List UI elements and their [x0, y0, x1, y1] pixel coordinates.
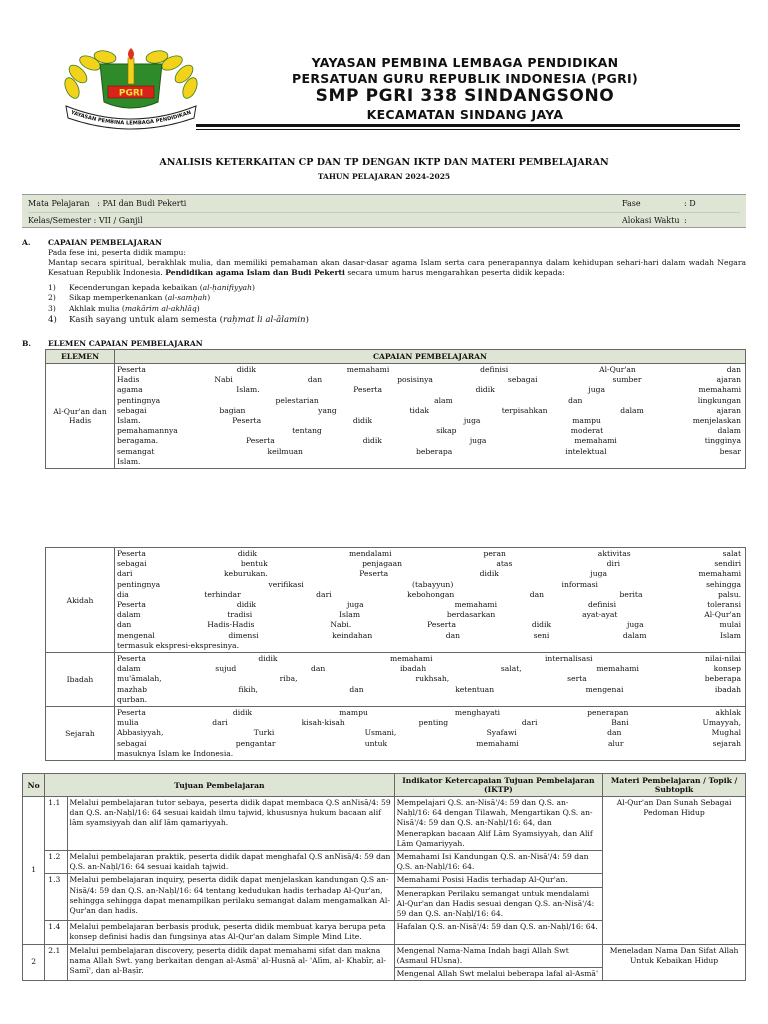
table-row: [23, 944, 746, 967]
mapel-line: [28, 196, 186, 212]
document-title: ANALISIS KETERKAITAN CP DAN TP DENGAN IKTP DAN MATERI PEMBELAJARAN: [159, 157, 609, 168]
cp-line: qurban.: [117, 694, 148, 704]
elemen-cell: Akidah: [46, 548, 115, 653]
iktp-cell: Memahami Posisi Hadis terhadap Al-Qur'an.: [394, 874, 603, 887]
group-number: 2: [23, 944, 45, 981]
cp-line: pemahamannya tentang sikap moderat dalam: [117, 426, 741, 436]
cp-line: termasuk ekspresi-ekspresinya.: [117, 640, 240, 650]
col-tp-header: Tujuan Pembelajaran: [45, 774, 394, 797]
col-iktp-header: Indikator Ketercapaian Tujuan Pembelajaran (IKTP): [394, 774, 603, 797]
table-header-row: [46, 350, 746, 364]
cp-line: Islam. Peserta didik juga mampu menjelaskan: [117, 416, 741, 426]
cp-line: Hadis Nabi dan posisinya sebagai sumber ajaran: [117, 375, 741, 385]
para-start: Mantap secara spiritual, berakhlak mulia, dan memiliki pemahaman akan dasar-dasar agama Islam serta cara penerapannya dalam kehidupan sehari-hari dalam wadah Negara Kesatuan Republik Indonesia.: [48, 258, 746, 278]
iktp-cell: Mengenal Allah Swt melalui beberapa lafal al-Asmā': [394, 968, 603, 981]
kelas-line: [28, 213, 143, 229]
waktu-label: Alokasi Waktu: [622, 216, 680, 225]
table-row: [46, 364, 746, 469]
header-rule-thick: [196, 124, 740, 127]
iktp-cell: Hafalan Q.S. an-Nisā'/4: 59 dan Q.S. an-Naḥl/16: 64.: [394, 921, 603, 944]
waktu-value: :: [684, 216, 687, 225]
sub-number: 1.2: [45, 851, 67, 874]
school-name: SMP PGRI 338 SINDANGSONO: [315, 86, 615, 106]
cp-line: dalam tradisi Islam berdasarkan ayat-ayat Al-Qur'an: [117, 610, 741, 620]
cp-cell: [115, 364, 746, 469]
cp-line: Peserta didik mampu menghayati penerapan akhlak: [117, 708, 741, 718]
cp-line: Peserta didik memahami internalisasi nilai-nilai: [117, 654, 741, 664]
pgri-logo: [58, 40, 204, 130]
list-num: 1): [48, 283, 56, 292]
section-a-heading: [22, 238, 162, 248]
section-a-paragraph: [48, 248, 746, 279]
tp-cell: Melalui pembelajaran tutor sebaya, peserta didik dapat membaca Q.S anNisā/4: 59 dan Q.S. an-Naḥl/16: 64 sesuai kaidah ilmu tajwid, khususnya hukum bacaan alif lām syamsiyyah dan alif lām qamariyyah.: [67, 797, 394, 851]
elemen-cell: Sejarah: [46, 707, 115, 761]
cp-line: sebagai bentuk penjagaan atas diri sendiri: [117, 559, 741, 569]
cp-line: beragama. Peserta didik juga memahami tingginya: [117, 436, 741, 446]
table-row: [46, 707, 746, 761]
list-text: Kasih sayang untuk alam semesta (: [69, 315, 223, 325]
list-close: ): [196, 304, 200, 313]
cp-line: dia terhindar dari kebohongan dan berita palsu.: [117, 589, 741, 599]
section-a-title: CAPAIAN PEMBELAJARAN: [48, 238, 162, 247]
list-italic: al-samḥah: [167, 293, 208, 302]
tp-table: [22, 773, 746, 981]
list-italic: raḥmat li al-ālamin: [222, 315, 306, 325]
table-row: [46, 548, 746, 653]
fase-label: Fase: [622, 199, 641, 208]
section-b-heading: [22, 339, 203, 349]
group-number: 1: [23, 797, 45, 945]
col-no-header: No: [23, 774, 45, 797]
list-item: [48, 315, 548, 325]
mapel-value: : PAI dan Budi Pekerti: [97, 199, 187, 208]
cp-line: dari keburukan. Peserta didik juga memahami: [117, 569, 741, 579]
section-a-body: [48, 258, 746, 278]
list-item: [48, 304, 548, 314]
materi-cell: Al-Qur'an Dan Sunah Sebagai Pedoman Hidup: [603, 797, 746, 945]
table-row: [46, 653, 746, 707]
list-num: 4): [48, 315, 57, 325]
table-header-row: [23, 774, 746, 797]
cp-line: Peserta didik juga memahami definisi toleransi: [117, 600, 741, 610]
iktp-cell: Menerapkan Perilaku semangat untuk mendalami Al-Qur'an dan Hadis sesuai dengan Q.S. an-Nisā'/4: 59 dan Q.S. an-Naḥl/16: 64.: [394, 887, 603, 921]
tp-cell: Melalui pembelajaran discovery, peserta didik dapat memahami sifat dan makna nama Allah Swt. yang berkaitan dengan al-Asmā' al-Husnā al- 'Alīm, al- Khabīr, al-Samī', dan al-Baṣīr.: [67, 944, 394, 981]
cp-line: agama Islam. Peserta didik juga memahami: [117, 385, 741, 395]
cp-line: mu'āmalah, riba, rukhsah, serta beberapa: [117, 674, 741, 684]
cp-line: dan Hadis-Hadis Nabi. Peserta didik juga mulai: [117, 620, 741, 630]
list-text: Sikap memperkenankan (: [69, 293, 168, 302]
cp-cell: [115, 707, 746, 761]
col-materi-header: Materi Pembelajaran / Topik / Subtopik: [603, 774, 746, 797]
list-text: Akhlak mulia (: [69, 304, 125, 313]
cp-cell: [115, 653, 746, 707]
kelas-value: : VII / Ganjil: [93, 216, 143, 225]
list-italic: makārim al-akhlāq: [124, 304, 197, 313]
list-item: [48, 293, 548, 303]
list-close: ): [207, 293, 211, 302]
cp-line: Abbasiyyah, Turki Usmani, Syafawi dan Mughal: [117, 728, 741, 738]
elemen-cell: Ibadah: [46, 653, 115, 707]
tp-cell: Melalui pembelajaran inquiry, peserta didik dapat menjelaskan kandungan Q.S an-Nisā/4: 59 dan Q.S. an-Naḥl/16: 64 tentang kedudukan hadis terhadap Al-Qur'an, sehingga sehingga dapat menampilkan perilaku semangat dalam mengamalkan Al-Qur'an dan hadis.: [67, 874, 394, 921]
table-row: [23, 797, 746, 851]
materi-cell: Meneladan Nama Dan Sifat Allah Untuk Kebaikan Hidup: [603, 944, 746, 981]
list-text: Kecenderungan kepada kebaikan (: [69, 283, 203, 292]
mapel-label: Mata Pelajaran: [28, 199, 90, 208]
section-b-letter: B.: [22, 339, 32, 348]
kelas-label: Kelas/Semester: [28, 216, 92, 225]
sub-number: 1.3: [45, 874, 67, 921]
cp-line: semangat keilmuan beberapa intelektual besar: [117, 446, 741, 456]
subject-info-box: [22, 194, 746, 228]
iktp-cell: Memahami Isi Kandungan Q.S. an-Nisā'/4: 59 dan Q.S. an-Naḥl/16: 64.: [394, 851, 603, 874]
tp-cell: Melalui pembelajaran praktik, peserta didik dapat menghafal Q.S anNisā/4: 59 dan Q.S. an-Naḥl/16: 64 sesuai kaidah tajwid.: [67, 851, 394, 874]
para-end: secara umum harus mengarahkan peserta didik kepada:: [344, 268, 565, 278]
section-a-intro: Pada fese ini, peserta didik mampu:: [48, 248, 186, 257]
cp-line: sebagai bagian yang tidak terpisahkan dalam ajaran: [117, 405, 741, 415]
document-year: TAHUN PELAJARAN 2024-2025: [317, 172, 451, 181]
cp-line: mazhab fikih, dan ketentuan mengenai ibadah: [117, 684, 741, 694]
cp-line: mengenal dimensi keindahan dan seni dalam Islam: [117, 630, 741, 640]
section-b-title: ELEMEN CAPAIAN PEMBELAJARAN: [48, 339, 203, 348]
list-italic: al-ḥanifiyyah: [202, 283, 252, 292]
cp-line: pentingnya verifikasi (tabayyun) informasi sehingga: [117, 579, 741, 589]
cp-line: dalam sujud dan ibadah salat, memahami konsep: [117, 664, 741, 674]
header-line-1: YAYASAN PEMBINA LEMBAGA PENDIDIKAN: [311, 55, 619, 70]
cp-line: mulia dari kisah-kisah penting dari Bani Umayyah,: [117, 718, 741, 728]
elemen-table-1: [45, 349, 746, 469]
list-close: ): [251, 283, 255, 292]
header-rule-thin: [196, 129, 740, 130]
header-line-2: PERSATUAN GURU REPUBLIK INDONESIA (PGRI): [292, 71, 638, 86]
sub-number: 1.4: [45, 921, 67, 944]
list-close: ): [305, 315, 309, 325]
cp-line: masuknya Islam ke Indonesia.: [117, 748, 234, 758]
col-elemen-header: ELEMEN: [46, 350, 115, 364]
cp-line: Islam.: [117, 456, 141, 466]
sub-number: 1.1: [45, 797, 67, 851]
cp-line: sebagai pengantar untuk memahami alur sejarah: [117, 738, 741, 748]
iktp-cell: Mempelajari Q.S. an-Nisā'/4: 59 dan Q.S. an-Naḥl/16: 64 dengan Tilawah, Mengartikan Q.S. an-Nisā'/4: 59 dan Q.S. an-Naḥl/16: 64, dan Menerapkan bacaan Alif Lām Syamsiyyah, dan Alif Lām Qamariyyah.: [394, 797, 603, 851]
list-num: 2): [48, 293, 56, 302]
cp-cell: [115, 548, 746, 653]
section-a-letter: A.: [22, 238, 31, 247]
cp-line: Peserta didik mendalami peran aktivitas salat: [117, 549, 741, 558]
list-item: [48, 283, 548, 293]
col-cp-header: CAPAIAN PEMBELAJARAN: [115, 350, 746, 364]
cp-line: Peserta didik memahami definisi Al-Qur'an dan: [117, 365, 741, 374]
iktp-cell: Mengenal Nama-Nama Indah bagi Allah Swt (Asmaul HUsna).: [394, 944, 603, 967]
logo-ribbon-text: YAYASAN PEMBINA LEMBAGA PENDIDIKAN: [69, 109, 193, 127]
logo-text: PGRI: [118, 88, 144, 99]
elemen-table-2: [45, 547, 746, 761]
tp-cell: Melalui pembelajaran berbasis produk, peserta didik membuat karya berupa peta konsep definisi hadis dan fungsinya atas Al-Qur'an dalam Simple Mind Lite.: [67, 921, 394, 944]
header-line-4: KECAMATAN SINDANG JAYA: [366, 107, 564, 122]
fase-value: : D: [684, 199, 696, 208]
para-bold: Pendidikan agama Islam dan Budi Pekerti: [165, 268, 345, 278]
sub-number: 2.1: [45, 944, 67, 981]
list-num: 3): [48, 304, 56, 313]
elemen-cell: Al-Qur'an dan Hadis: [46, 364, 115, 469]
cp-line: pentingnya pelestarian alam dan lingkungan: [117, 395, 741, 405]
